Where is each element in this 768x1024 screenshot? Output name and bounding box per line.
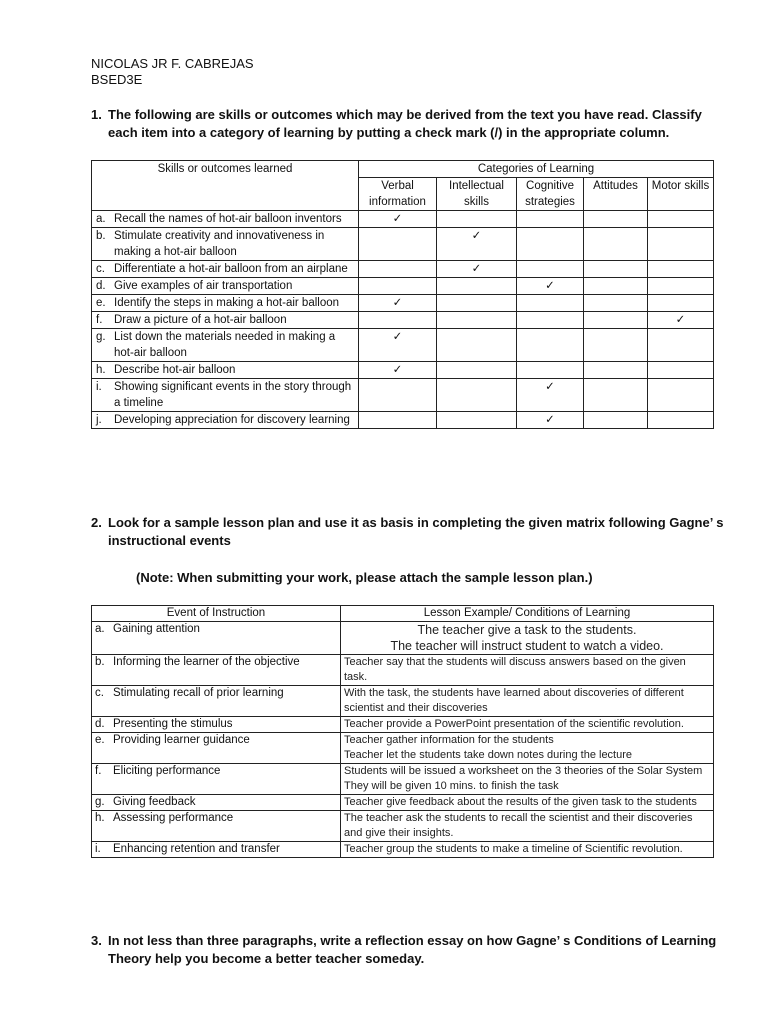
table-row [92,811,714,842]
event-letter: d. [95,718,105,730]
table-row [92,261,714,278]
skill-item [92,379,359,412]
item-text: Describe hot-air balloon [114,364,236,376]
check-cell [359,278,437,295]
check-cell: ✓ [517,278,584,295]
event-text: Gaining attention [113,623,200,635]
event-letter: e. [95,734,105,746]
question-2-number: 2. [91,515,102,530]
event-cell [92,717,341,733]
example-line: Teacher let the students take down notes during the lecture [344,749,633,761]
table-row [92,412,714,429]
item-letter: e. [96,297,106,309]
check-cell: ✓ [359,295,437,312]
table-row [92,312,714,329]
check-cell: ✓ [437,228,517,261]
event-text: Presenting the stimulus [113,718,233,730]
skill-item [92,362,359,379]
example-line: Teacher give feedback about the results of the given task to the students [344,796,697,808]
table-row [92,329,714,362]
check-cell [584,312,648,329]
learning-categories-table [91,160,714,429]
item-letter: g. [96,331,106,343]
event-letter: i. [95,843,101,855]
example-line: Teacher group the students to make a timeline of Scientific revolution. [344,843,683,855]
check-cell [359,228,437,261]
check-cell [359,379,437,412]
question-1-text: The following are skills or outcomes which may be derived from the text you have read. Classify each item into a category of learning by putting a check mark (/) in the appropriate column. [108,107,702,140]
check-cell [584,261,648,278]
check-cell [584,412,648,429]
check-cell: ✓ [517,379,584,412]
question-2-text: Look for a sample lesson plan and use it as basis in completing the given matrix following Gagne’ s instructional events [108,515,724,548]
event-cell [92,811,341,842]
table-row [92,379,714,412]
col-header-skills: Skills or outcomes learned [92,161,359,211]
event-text: Giving feedback [113,796,196,808]
example-line: They will be given 10 mins. to finish the task [344,780,559,792]
check-cell [437,278,517,295]
check-cell [517,312,584,329]
item-text: Differentiate a hot-air balloon from an airplane [114,263,348,275]
event-letter: b. [95,656,105,668]
instruction-events-table [91,605,714,858]
category-header: Cognitive strategies [517,178,584,211]
check-cell [517,228,584,261]
event-text: Informing the learner of the objective [113,656,300,668]
check-cell [648,362,714,379]
category-header: Motor skills [648,178,714,211]
check-cell [359,312,437,329]
check-cell [584,295,648,312]
event-cell [92,795,341,811]
check-cell [437,412,517,429]
table-row [92,764,714,795]
check-cell: ✓ [517,412,584,429]
item-letter: c. [96,263,105,275]
col-header-example: Lesson Example/ Conditions of Learning [341,606,714,622]
check-cell [517,211,584,228]
check-cell [437,295,517,312]
submission-note: (Note: When submitting your work, please attach the sample lesson plan.) [136,570,593,585]
check-cell: ✓ [359,329,437,362]
example-cell [341,686,714,717]
question-1-number: 1. [91,107,102,122]
item-text: Stimulate creativity and innovativeness in making a hot-air balloon [114,230,325,258]
question-2 [91,514,731,550]
skill-item [92,228,359,261]
event-cell [92,655,341,686]
event-text: Assessing performance [113,812,234,824]
check-cell [648,379,714,412]
table-row [92,733,714,764]
category-header: Attitudes [584,178,648,211]
check-cell [648,278,714,295]
table-row [92,211,714,228]
item-letter: f. [96,314,103,326]
item-letter: b. [96,230,106,242]
skill-item [92,211,359,228]
event-text: Enhancing retention and transfer [113,843,280,855]
student-name: NICOLAS JR F. CABREJAS [91,56,254,71]
table-row [92,622,714,655]
skill-item [92,261,359,278]
skill-item [92,312,359,329]
table-row [92,717,714,733]
skill-item [92,412,359,429]
table-row [92,655,714,686]
event-cell [92,842,341,858]
check-cell [648,295,714,312]
item-text: Showing significant events in the story through a timeline [114,381,352,409]
question-3 [91,932,731,968]
event-cell [92,686,341,717]
event-cell [92,764,341,795]
col-header-event: Event of Instruction [92,606,341,622]
check-cell [359,261,437,278]
example-line: With the task, the students have learned about discoveries of different scientist and their discoveries [344,687,684,714]
event-letter: h. [95,812,105,824]
check-cell [584,228,648,261]
table-row [92,278,714,295]
table-row [92,686,714,717]
table-row [92,295,714,312]
question-1 [91,106,731,142]
example-line: The teacher will instruct student to watch a video. [390,639,664,653]
example-line: Teacher say that the students will discuss answers based on the given task. [344,656,686,683]
item-text: Identify the steps in making a hot-air balloon [114,297,340,309]
check-cell [437,312,517,329]
item-text: Draw a picture of a hot-air balloon [114,314,287,326]
item-letter: i. [96,381,102,393]
check-cell [437,329,517,362]
example-cell [341,842,714,858]
check-cell [359,412,437,429]
table-row [92,362,714,379]
check-cell: ✓ [437,261,517,278]
question-3-text: In not less than three paragraphs, write a reflection essay on how Gagne’ s Conditions of Learning Theory help you become a better teacher someday. [108,933,717,966]
example-line: Teacher provide a PowerPoint presentation of the scientific revolution. [344,718,684,730]
skill-item [92,295,359,312]
check-cell: ✓ [359,211,437,228]
item-letter: j. [96,414,102,426]
example-cell [341,764,714,795]
check-cell [648,211,714,228]
item-text: Recall the names of hot-air balloon inventors [114,213,342,225]
check-cell [648,329,714,362]
check-cell [517,261,584,278]
event-text: Stimulating recall of prior learning [113,687,284,699]
check-cell [437,211,517,228]
check-cell [437,379,517,412]
check-cell: ✓ [648,312,714,329]
example-cell [341,655,714,686]
check-cell [584,362,648,379]
event-text: Providing learner guidance [113,734,250,746]
skill-item [92,278,359,295]
example-line: Teacher gather information for the students [344,734,554,746]
check-cell [517,362,584,379]
question-3-number: 3. [91,933,102,948]
check-cell [648,228,714,261]
event-text: Eliciting performance [113,765,221,777]
item-letter: a. [96,213,106,225]
table-row [92,228,714,261]
event-letter: f. [95,765,102,777]
category-header: Intellectual skills [437,178,517,211]
event-letter: g. [95,796,105,808]
example-line: Students will be issued a worksheet on the 3 theories of the Solar System [344,765,703,777]
check-cell [517,329,584,362]
example-cell [341,795,714,811]
example-line: The teacher ask the students to recall the scientist and their discoveries and give their insights. [344,812,693,839]
student-section: BSED3E [91,72,143,87]
example-cell [341,717,714,733]
example-cell [341,622,714,655]
item-text: Developing appreciation for discovery learning [114,414,350,426]
example-cell [341,733,714,764]
check-cell [584,329,648,362]
check-cell [584,379,648,412]
check-cell: ✓ [359,362,437,379]
event-cell [92,622,341,655]
check-cell [584,278,648,295]
example-line: The teacher give a task to the students. [417,623,637,637]
check-cell [584,211,648,228]
event-letter: a. [95,623,105,635]
col-header-categories: Categories of Learning [359,161,714,178]
item-text: Give examples of air transportation [114,280,293,292]
skill-item [92,329,359,362]
event-letter: c. [95,687,104,699]
check-cell [648,412,714,429]
event-cell [92,733,341,764]
item-letter: h. [96,364,106,376]
category-header: Verbal information [359,178,437,211]
check-cell [437,362,517,379]
table-row [92,842,714,858]
check-cell [648,261,714,278]
item-letter: d. [96,280,106,292]
table-row [92,795,714,811]
item-text: List down the materials needed in making a hot-air balloon [114,331,336,359]
check-cell [517,295,584,312]
example-cell [341,811,714,842]
